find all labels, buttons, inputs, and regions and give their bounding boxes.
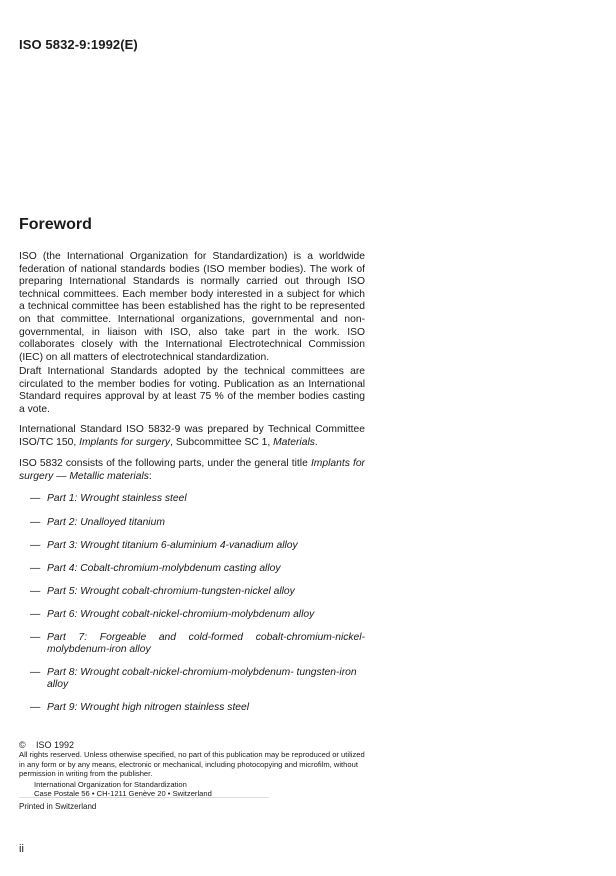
list-dash: — <box>30 517 41 528</box>
foreword-paragraph-iso: ISO (the International Organization for Standardization) is a worldwide federation of national standards bodies (ISO member bodies). The work of preparing International Standards is normally carried out through ISO technical committees. Each member body interested in a subject for which a technical committee has been established has the right to be represented on that committee. International organizations, governmental and non-governmental, in liaison with ISO, also take part in the work. ISO collaborates closely with the International Electrotechnical Commission (IEC) on all matters of electrotechnical standardization. <box>19 251 365 363</box>
list-dash: — <box>30 540 41 551</box>
general-title: Implants for surgery — Metallic materials <box>19 458 365 482</box>
part-text: Part 4: Cobalt-chromium-molybdenum casting alloy <box>47 563 281 574</box>
sc-title: Materials <box>273 436 315 448</box>
list-dash: — <box>30 632 41 643</box>
list-dash: — <box>30 563 41 574</box>
foreword-heading: Foreword <box>19 216 92 233</box>
part-item <box>19 632 365 656</box>
list-dash: — <box>30 702 41 713</box>
publisher-name: International Organization for Standardization <box>34 780 187 789</box>
publisher-address: Case Postale 56 • CH-1211 Genève 20 • Switzerland <box>34 789 212 798</box>
part-text-line1: Part 7: Forgeable and cold-formed cobalt-chromium-nickel- <box>47 632 365 643</box>
copyright-symbol: © <box>19 740 26 750</box>
divider <box>19 797 269 798</box>
part-text: Part 1: Wrought stainless steel <box>47 493 187 504</box>
tc-title: Implants for surgery <box>79 436 171 448</box>
list-dash: — <box>30 586 41 597</box>
part-text-line1: Part 8: Wrought cobalt-nickel-chromium-molybdenum- tungsten-iron <box>47 667 357 678</box>
copyright-line: ISO 1992 <box>36 740 75 750</box>
part-text: Part 6: Wrought cobalt-nickel-chromium-molybdenum alloy <box>47 609 315 620</box>
prepared-by-paragraph <box>19 424 365 449</box>
prepared-by-middle: , Subcommittee SC 1, <box>170 436 274 448</box>
list-dash: — <box>30 667 41 678</box>
part-text-line2: molybdenum-iron alloy <box>47 644 151 655</box>
printed-in: Printed in Switzerland <box>19 802 97 811</box>
parts-intro-prefix: ISO 5832 consists of the following parts, under the general title <box>19 458 311 469</box>
standard-identifier: ISO 5832-9:1992(E) <box>19 37 138 52</box>
list-dash: — <box>30 493 41 504</box>
part-item <box>19 667 365 691</box>
parts-intro-suffix: : <box>148 470 152 482</box>
part-item <box>19 493 365 505</box>
parts-intro-paragraph <box>19 458 365 483</box>
part-item <box>19 540 365 552</box>
prepared-by-prefix: International Standard ISO 5832-9 was prepared by Technical Committee ISO/TC 150, <box>19 424 365 448</box>
part-item <box>19 586 365 598</box>
part-text: Part 2: Unalloyed titanium <box>47 517 165 528</box>
part-text: Part 5: Wrought cobalt-chromium-tungsten-nickel alloy <box>47 586 295 597</box>
part-item <box>19 702 365 714</box>
part-item <box>19 609 365 621</box>
page-number: ii <box>19 843 24 855</box>
list-dash: — <box>30 609 41 620</box>
rights-notice: All rights reserved. Unless otherwise specified, no part of this publication may be reproduced or utilized in any form or by any means, electronic or mechanical, including photocopying and microfilm, without permission in writing from the publisher. <box>19 750 365 778</box>
prepared-by-suffix: . <box>314 436 318 448</box>
foreword-paragraph-drafts: Draft International Standards adopted by the technical committees are circulated to the member bodies for voting. Publication as an International Standard requires approval by at least 75 % of the member bodies casting a vote. <box>19 366 365 415</box>
part-text-line2: alloy <box>47 679 69 690</box>
part-item <box>19 563 365 575</box>
part-text: Part 3: Wrought titanium 6-aluminium 4-vanadium alloy <box>47 540 298 551</box>
part-item <box>19 517 365 529</box>
part-text: Part 9: Wrought high nitrogen stainless steel <box>47 702 250 713</box>
